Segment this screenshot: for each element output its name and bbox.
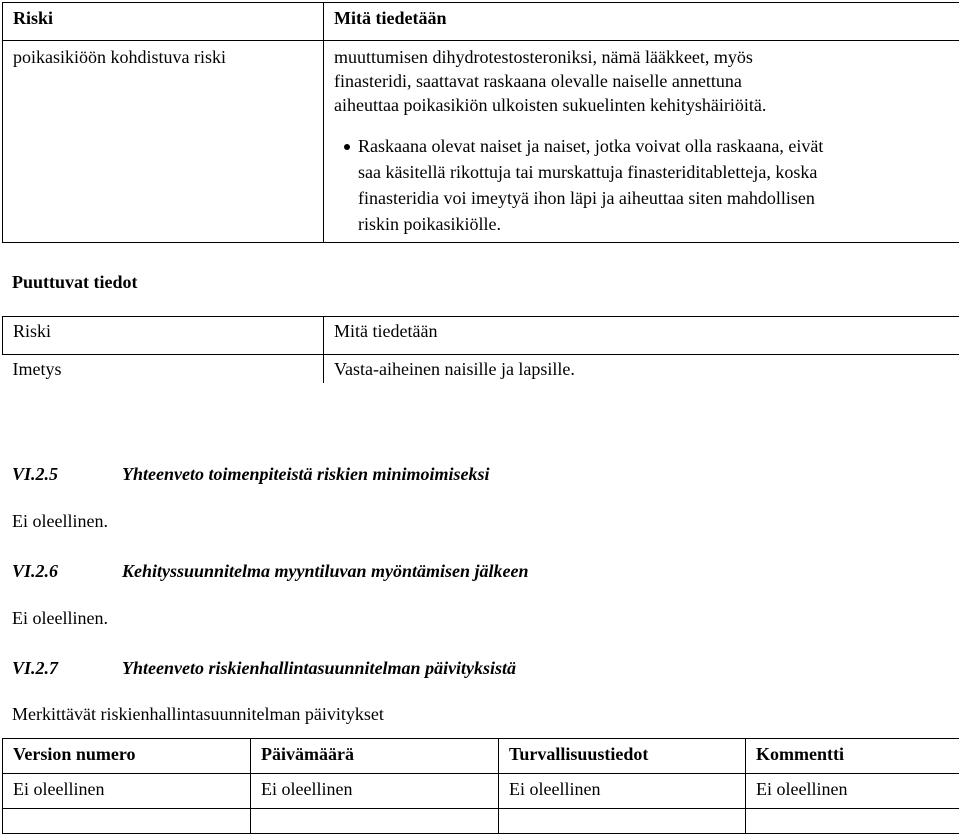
missing-info-header-risk: Riski <box>3 317 324 355</box>
bullet-line: Raskaana olevat naiset ja naiset, jotka voivat olla raskaana, eivät <box>358 133 918 159</box>
section-title: Yhteenveto riskienhallintasuunnitelman päivityksistä <box>122 656 516 680</box>
section-number: VI.2.7 <box>12 656 58 680</box>
updates-cell: Ei oleellinen <box>251 774 499 809</box>
missing-info-row <box>3 355 959 384</box>
missing-info-title: Puuttuvat tiedot <box>12 270 138 294</box>
risk-bullet-item <box>334 133 918 237</box>
updates-table-row <box>3 774 959 809</box>
updates-cell: Ei oleellinen <box>499 774 746 809</box>
risk-info-line: aiheuttaa poikasikiön ulkoisten sukuelinten kehityshäiriöitä. <box>334 93 934 117</box>
section-title: Yhteenveto toimenpiteistä riskien minimoimiseksi <box>122 462 490 486</box>
section-number: VI.2.6 <box>12 559 58 583</box>
updates-table-row <box>3 809 959 834</box>
missing-info-cell-info: Vasta-aiheinen naisille ja lapsille. <box>324 355 959 384</box>
risk-table-row <box>3 41 959 243</box>
risk-table-header-info: Mitä tiedetään <box>324 3 959 41</box>
section-body: Merkittävät riskienhallintasuunnitelman päivitykset <box>12 702 384 726</box>
bullet-line: finasteridia voi imeytyä ihon läpi ja aiheuttaa siten mahdollisen <box>358 185 918 211</box>
missing-info-header-info: Mitä tiedetään <box>324 317 959 355</box>
section-body: Ei oleellinen. <box>12 509 108 533</box>
updates-table-header-row <box>3 739 959 774</box>
bullet-icon <box>344 144 350 150</box>
missing-info-cell-risk: Imetys <box>3 355 324 384</box>
updates-cell <box>499 809 746 834</box>
risk-table-cell-risk: poikasikiöön kohdistuva riski <box>3 41 324 243</box>
updates-cell <box>251 809 499 834</box>
updates-cell: Ei oleellinen <box>746 774 959 809</box>
missing-info-header-row <box>3 317 959 355</box>
section-number: VI.2.5 <box>12 462 58 486</box>
updates-cell: Ei oleellinen <box>3 774 251 809</box>
risk-table-cell-info <box>324 41 959 243</box>
bullet-line: riskin poikasikiölle. <box>358 211 918 237</box>
bullet-line: saa käsitellä rikottuja tai murskattuja finasteriditabletteja, koska <box>358 159 918 185</box>
updates-table <box>2 738 959 834</box>
risk-info-line: finasteridi, saattavat raskaana olevalle naiselle annettuna <box>334 69 934 93</box>
updates-cell <box>3 809 251 834</box>
risk-table <box>2 2 959 243</box>
updates-header-safety: Turvallisuustiedot <box>499 739 746 774</box>
updates-header-comment: Kommentti <box>746 739 959 774</box>
updates-header-version: Version numero <box>3 739 251 774</box>
risk-info-line: muuttumisen dihydrotestosteroniksi, nämä lääkkeet, myös <box>334 45 934 69</box>
risk-table-header-risk: Riski <box>3 3 324 41</box>
missing-info-table <box>2 316 959 383</box>
risk-table-header-row <box>3 3 959 41</box>
updates-header-date: Päivämäärä <box>251 739 499 774</box>
section-title: Kehityssuunnitelma myyntiluvan myöntämisen jälkeen <box>122 559 529 583</box>
risk-info-text <box>334 45 934 117</box>
section-body: Ei oleellinen. <box>12 606 108 630</box>
updates-cell <box>746 809 959 834</box>
